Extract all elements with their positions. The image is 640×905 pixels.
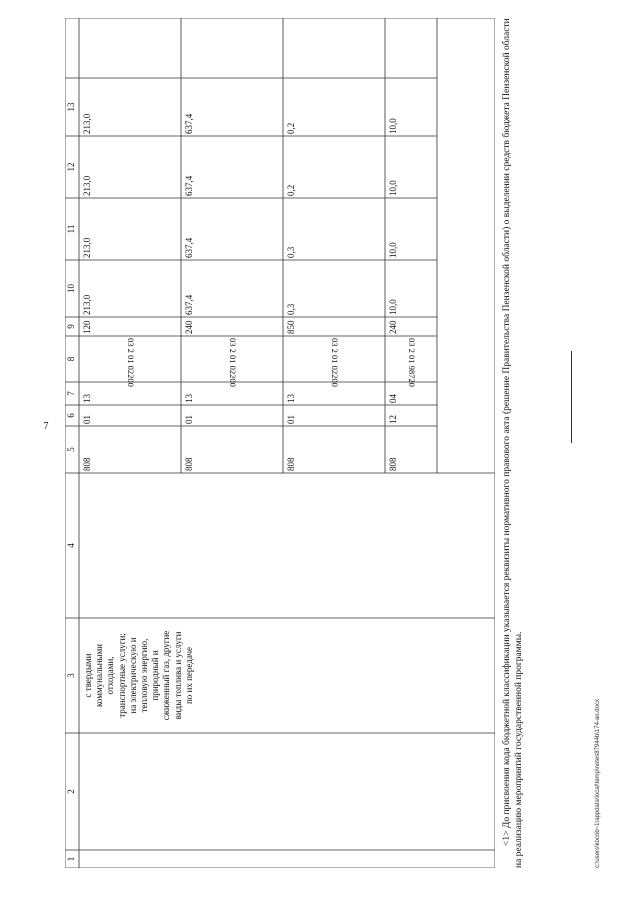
cell-col8: 03 2 01 02200 (228, 338, 238, 387)
cell-col7: 13 (82, 394, 92, 403)
header-col-6: 6 (66, 413, 76, 418)
cell-col9: 240 (184, 320, 194, 334)
cell-col6: 12 (388, 415, 398, 424)
file-path: c:\users\kocob~1\appdata\local\temp\notes87944b\174-an.docx (595, 699, 601, 868)
cell-col7: 13 (286, 394, 296, 403)
header-col-12: 12 (66, 162, 76, 172)
cell-col12: 10,0 (388, 180, 398, 196)
header-col-9: 9 (66, 324, 76, 329)
cell-col8: 03 2 01 98720 (407, 338, 417, 387)
header-col-10: 10 (66, 284, 76, 293)
cell-col13: 637,4 (184, 113, 194, 134)
cell-col11: 0,3 (286, 246, 296, 258)
footnote: <1> До присвоения кода бюджетной классификации указывается реквизиты нормативного правового акта (решение Правительства Пензенской области) о выделении средств бюджета Пензенской области на реализацию мероприятий государственной программы. (502, 18, 524, 868)
cell-col13: 213,0 (82, 113, 92, 134)
cell-col10: 213,0 (82, 294, 92, 315)
cell-col5: 808 (82, 457, 92, 471)
header-col-4: 4 (66, 543, 76, 548)
rotated-page-content (65, 18, 601, 868)
cell-col5: 808 (286, 457, 296, 471)
header-col-8: 8 (66, 356, 76, 362)
cell-col10: 637,4 (184, 294, 194, 315)
header-col-1: 1 (66, 856, 76, 862)
item-description: с твердыми коммунальными отходами, транспортные услуги; на электрическую и тепловую энергию, природный и сжиженный газ, другие виды топлива и услуги по их передаче (83, 630, 194, 721)
cell-col13: 10,0 (388, 118, 398, 134)
cell-col11: 10,0 (388, 242, 398, 258)
page-number: 7 (43, 421, 49, 432)
cell-col8: 03 2 01 02200 (126, 338, 136, 387)
table-grid (65, 18, 495, 868)
footnote-separator (571, 351, 572, 443)
cell-col6: 01 (184, 415, 194, 424)
header-col-3: 3 (66, 673, 76, 678)
cell-col5: 808 (184, 457, 194, 471)
cell-col5: 808 (388, 457, 398, 471)
cell-col11: 213,0 (82, 237, 92, 258)
cell-col13: 0,2 (286, 122, 296, 134)
cell-col7: 13 (184, 394, 194, 403)
cell-col12: 0,2 (286, 184, 296, 196)
cell-col10: 10,0 (388, 299, 398, 315)
header-col-2: 2 (66, 789, 76, 794)
cell-col12: 637,4 (184, 175, 194, 196)
cell-col6: 01 (286, 415, 296, 424)
cell-col6: 01 (82, 415, 92, 424)
header-col-5: 5 (66, 447, 76, 452)
cell-col11: 637,4 (184, 237, 194, 258)
header-col-7: 7 (66, 391, 76, 396)
cell-col9: 240 (388, 320, 398, 334)
cell-col7: 04 (388, 394, 398, 403)
cell-col8: 03 2 01 02200 (330, 338, 340, 387)
cell-col12: 213,0 (82, 175, 92, 196)
cell-col9: 850 (286, 320, 296, 334)
cell-col9: 120 (82, 320, 92, 334)
header-col-13: 13 (66, 102, 76, 112)
header-col-11: 11 (66, 224, 76, 234)
cell-col10: 0,3 (286, 303, 296, 315)
